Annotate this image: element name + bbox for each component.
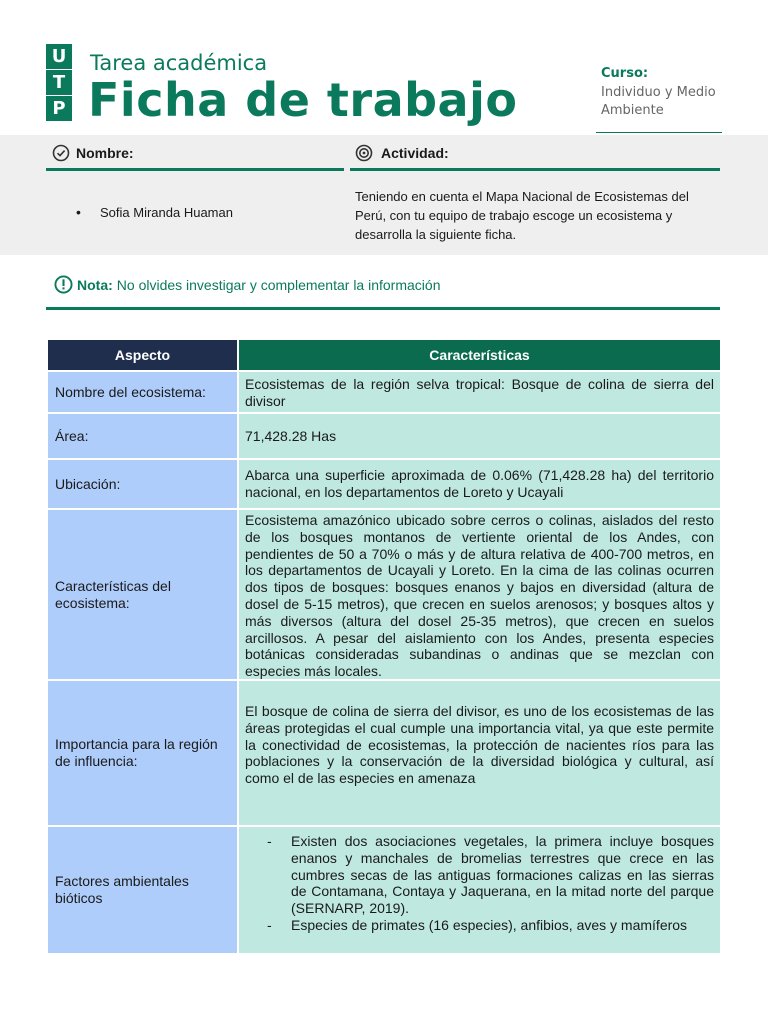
header-divider [596, 132, 722, 133]
row-aspect: Factores ambientales bióticos [48, 827, 237, 953]
name-field-rule [46, 168, 344, 171]
row-value: Abarca una superficie aproximada de 0.06% (71,428.28 ha) del territorio nacional, en los departamentos de Loreto y Ucayali [239, 460, 720, 508]
activity-label-text: Actividad: [381, 145, 449, 161]
row-value: El bosque de colina de sierra del divisor, es uno de los ecosistemas de las áreas protegidas el cual cumple una importancia vital, ya que este permite la conectividad de ecosistemas, la protección de nacientes ríos para las poblaciones y la conservación de la diversidad biológica y cultural, así como el de las especies en amenaza [239, 681, 720, 825]
list-item: - Especies de primates (16 especies), anfibios, aves y mamíferos [267, 917, 714, 934]
row-value: 71,428.28 Has [239, 414, 720, 458]
header-characteristics: Características [239, 340, 720, 370]
name-field-label [52, 144, 134, 162]
utp-logo [46, 44, 72, 122]
target-icon [355, 144, 373, 162]
row-aspect: Ubicación: [48, 460, 237, 508]
note-label: Nota: [77, 276, 113, 293]
activity-field-rule [350, 168, 720, 171]
logo-letter-p: P [46, 96, 72, 122]
table-header [48, 340, 720, 370]
logo-letter-u: U [46, 44, 72, 70]
student-name: Sofia Miranda Huaman [100, 205, 233, 220]
row-value: Ecosistema amazónico ubicado sobre cerros o colinas, aislados del resto de los bosques montanos de vertiente oriental de los Andes, con pendientes de 50 a 70% o más y de altura relativa de 400-700 metros, en los departamentos de Ucayali y Loreto. En la cima de las colinas ocurren dos tipos de bosques: bosques enanos y bajos en diversidad (altura de dosel de 5-15 metros), que crecen en suelos arenosos; y bosques altos y más diversos (altura del dosel 25-35 metros), que crecen en suelos arcillosos. A pesar del aislamiento con los Andes, presenta especies botánicas consideradas subandinas o andinas que se mezclan con especies más locales. [239, 510, 720, 679]
name-label-text: Nombre: [76, 145, 134, 161]
row-aspect: Nombre del ecosistema: [48, 372, 237, 412]
row-aspect: Características del ecosistema: [48, 510, 237, 679]
list-item: - Existen dos asociaciones vegetales, la primera incluye bosques enanos y manchales de bromelias terrestres que crece en las cumbres secas de las antiguas formaciones calizas en las sierras de Contamana, Contaya y Jaquerana, en la mitad norte del parque (SERNARP, 2019). [267, 833, 714, 917]
activity-field-label [355, 144, 449, 162]
ecosystem-table [48, 340, 720, 953]
document-title: Ficha de trabajo [88, 73, 518, 127]
document-subtitle: Tarea académica [90, 51, 268, 75]
biotic-factors-list [245, 833, 714, 934]
course-label: Curso: [601, 66, 649, 81]
table-row [48, 460, 720, 508]
row-aspect: Importancia para la región de influencia: [48, 681, 237, 825]
table-row [48, 414, 720, 458]
row-value: Ecosistemas de la región selva tropical: Bosque de colina de sierra del divisor [239, 372, 720, 412]
row-aspect: Área: [48, 414, 237, 458]
course-value: Individuo y Medio Ambiente [601, 85, 716, 118]
row-value [239, 827, 720, 953]
note [54, 275, 440, 294]
activity-description: Teniendo en cuenta el Mapa Nacional de Ecosistemas del Perú, con tu equipo de trabajo escoge un ecosistema y desarrolla la siguiente ficha. [355, 189, 689, 242]
table-row [48, 510, 720, 679]
table-row [48, 827, 720, 953]
table-row [48, 681, 720, 825]
check-circle-icon [52, 144, 70, 162]
note-text: No olvides investigar y complementar la información [116, 276, 441, 293]
header-aspect: Aspecto [48, 340, 237, 370]
exclamation-circle-icon [54, 275, 73, 294]
table-row [48, 372, 720, 412]
note-divider [46, 307, 720, 310]
student-name-item [78, 205, 233, 220]
logo-letter-t: T [46, 70, 72, 96]
